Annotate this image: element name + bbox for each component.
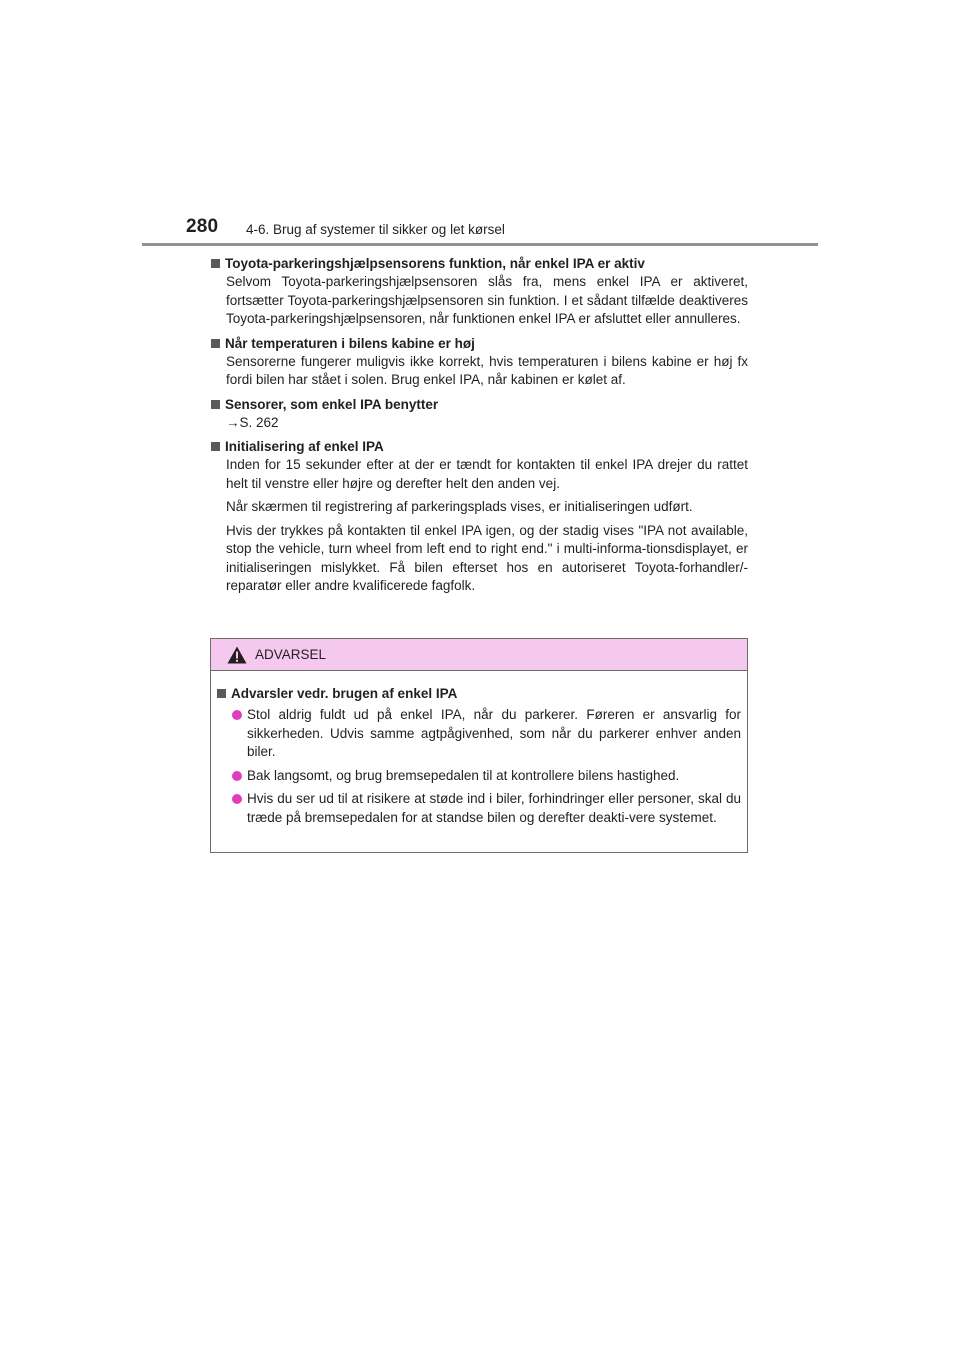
round-bullet-icon	[232, 794, 242, 804]
warning-heading-text: Advarsler vedr. brugen af enkel IPA	[231, 686, 458, 701]
section-heading	[210, 437, 748, 456]
warning-item	[216, 790, 741, 827]
round-bullet-icon	[232, 771, 242, 781]
chapter-title: 4-6. Brug af systemer til sikker og let kørsel	[246, 222, 505, 237]
section-heading	[210, 395, 748, 414]
section-sensors	[210, 395, 748, 433]
warning-item-text: Stol aldrig fuldt ud på enkel IPA, når du parkerer. Føreren er ansvarlig for sikkerheden. Udvis samme agtpågivenhed, som når du parkerer enhver anden biler.	[247, 707, 741, 759]
square-bullet-icon	[211, 442, 220, 451]
warning-header	[211, 639, 747, 671]
warning-triangle-icon	[227, 646, 247, 664]
square-bullet-icon	[211, 339, 220, 348]
section-paragraph: Inden for 15 sekunder efter at der er tændt for kontakten til enkel IPA drejer du rattet helt til venstre eller højre og derefter helt den anden vej.	[226, 457, 748, 491]
header-divider	[142, 243, 818, 246]
page-header	[0, 0, 960, 250]
page-reference-link[interactable]: →S. 262	[226, 414, 279, 430]
section-paragraph: Når skærmen til registrering af parkeringsplads vises, er initialiseringen udført.	[226, 499, 693, 514]
section-heading	[210, 254, 748, 273]
section-paragraph: Sensorerne fungerer muligvis ikke korrekt, hvis temperaturen i bilens kabine er høj fx fordi bilen har stået i solen. Brug enkel IPA, når kabinen er kølet af.	[226, 353, 748, 387]
warning-item-text: Hvis du ser ud til at risikere at støde ind i biler, forhindringer eller personer, skal du træde på bremsepedalen for at standse bilen og derefter deakti-vere systemet.	[247, 791, 741, 825]
section-paragraph: Hvis der trykkes på kontakten til enkel IPA igen, og der stadig vises "IPA not available, stop the vehicle, turn wheel from left end to right end." i multi-informa-tionsdisplayet, er initialiseringen mislykket. Få bilen efterset hos en autoriseret Toyota-forhandler/-reparatør eller andre kvalificerede fagfolk.	[226, 522, 748, 593]
section-cabin-temperature	[210, 334, 748, 390]
page-number: 280	[186, 216, 219, 237]
page-content	[210, 254, 748, 601]
warning-title: ADVARSEL	[255, 647, 327, 662]
section-heading-text: Toyota-parkeringshjælpsensorens funktion, når enkel IPA er aktiv	[225, 256, 645, 271]
section-initialisation	[210, 437, 748, 596]
warning-item	[216, 706, 741, 762]
square-bullet-icon	[211, 259, 220, 268]
warning-item	[216, 767, 741, 786]
section-heading-text: Sensorer, som enkel IPA benytter	[225, 396, 439, 412]
section-heading-text: Når temperaturen i bilens kabine er høj	[225, 335, 475, 351]
section-ipa-sensor-function	[210, 254, 748, 329]
warning-box	[210, 638, 748, 853]
round-bullet-icon	[232, 710, 242, 720]
section-heading-text: Initialisering af enkel IPA	[225, 439, 384, 454]
warning-item-text: Bak langsomt, og brug bremsepedalen til at kontrollere bilens hastighed.	[247, 767, 680, 783]
section-paragraph: Selvom Toyota-parkeringshjælpsensoren slås fra, mens enkel IPA er aktiveret, fortsætter Toyota-parkeringshjælpsensoren sin funktion. I et sådant tilfælde deaktiveres Toyota-parkeringshjælpsensoren, når funktionen enkel IPA er afsluttet eller annulleres.	[226, 274, 748, 326]
section-heading	[210, 334, 748, 353]
square-bullet-icon	[217, 689, 226, 698]
warning-heading	[216, 684, 741, 703]
square-bullet-icon	[211, 400, 220, 409]
warning-body	[211, 671, 747, 827]
